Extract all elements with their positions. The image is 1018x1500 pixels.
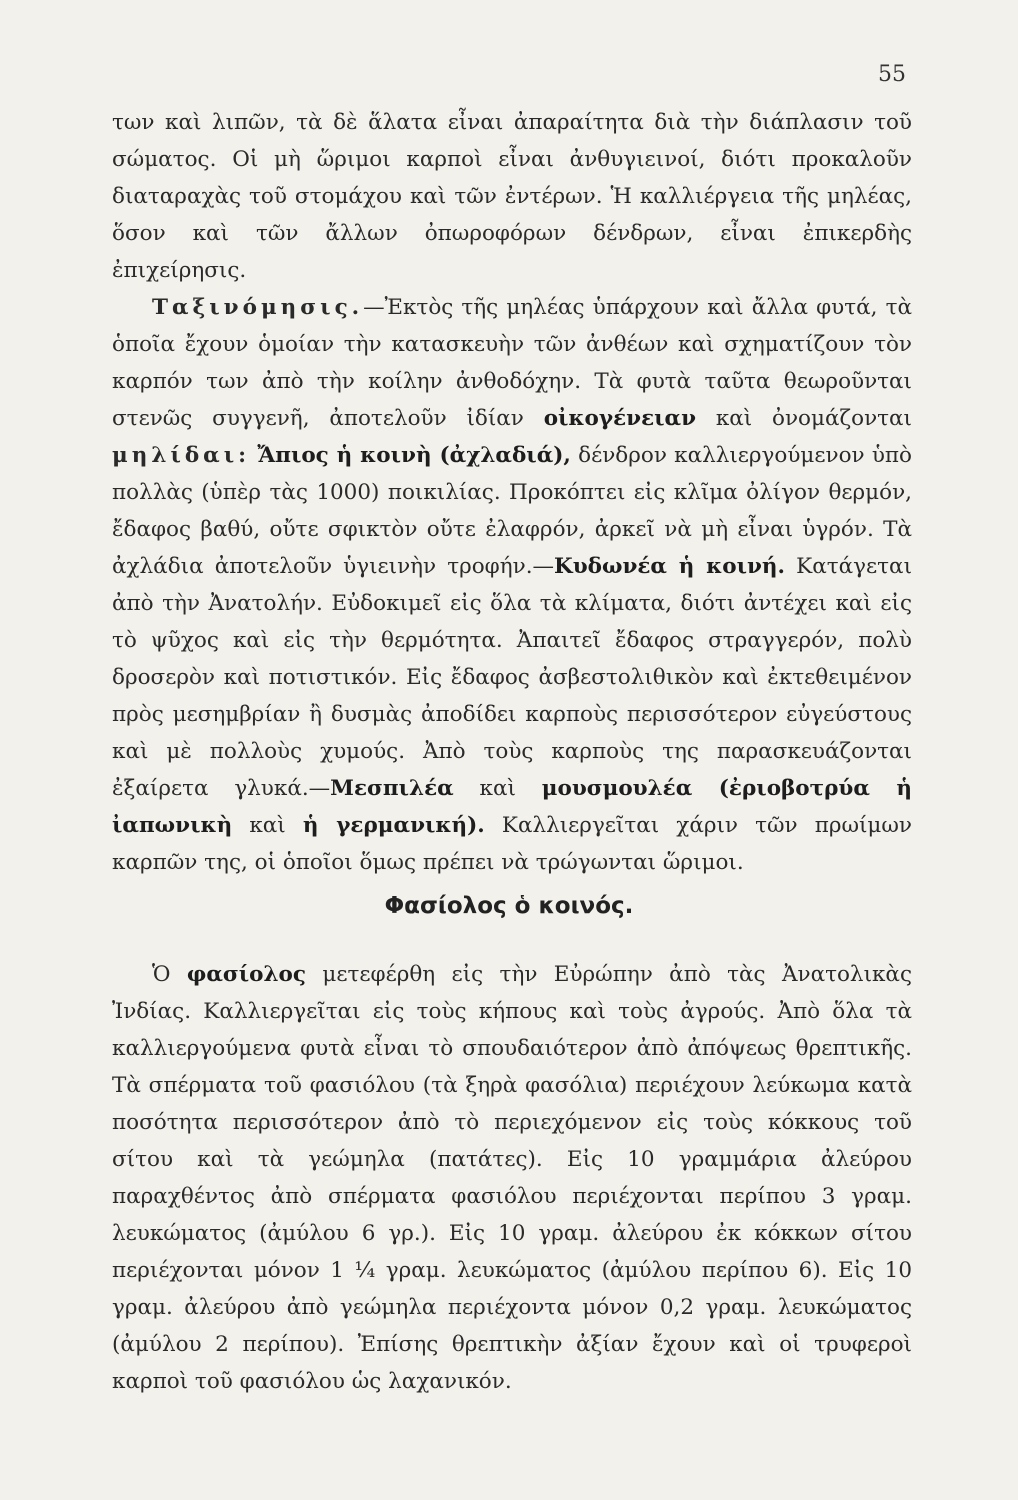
bold-term-quince: Κυδωνέα ἡ κοινή. (554, 554, 786, 579)
bold-term-loquat: μουσμουλέα (ἐριοβοτρύα ἡ ἰαπωνικὴ (112, 776, 912, 838)
text-span: δένδρον καλλιεργούμενον ὑπὸ πολλὰς (ὑπὲρ τὰς 1000) ποικιλίας. Προκόπτει εἰς κλῖμα ὀλίγον θερμόν, ἔδαφος βαθύ, οὔτε σφικτὸν οὔτε ἐλαφρόν, ἀρκεῖ νὰ μὴ εἶναι ὑγρόν. Τὰ ἀχλάδια ἀποτελοῦν ὑγιεινὴν τροφήν.— (112, 443, 912, 579)
paragraph-classification (112, 289, 912, 881)
body-text-top (112, 104, 912, 881)
text-span: μετεφέρθη εἰς τὴν Εὐρώπην ἀπὸ τὰς Ἀνατολικὰς Ἰνδίας. Καλλιεργεῖται εἰς τοὺς κήπους καὶ τοὺς ἀγρούς. Ἀπὸ ὅλα τὰ καλλιεργούμενα φυτὰ εἶναι τὸ σπουδαιότερον ἀπὸ ἀπόψεως θρεπτικῆς. Τὰ σπέρματα τοῦ φασιόλου (τὰ ξηρὰ φασόλια) περιέχουν λεύκωμα κατὰ ποσότητα περισσότερον ἀπὸ τὸ περιεχόμενον εἰς τοὺς κόκκους τοῦ σίτου καὶ τὰ γεώμηλα (πατάτες). Εἰς 10 γραμμάρια ἀλεύρου παραχθέντος ἀπὸ σπέρματα φασιόλου περιέχονται περίπου 3 γραμ. λευκώματος (ἀμύλου 6 γρ.). Εἰς 10 γραμ. ἀλεύρου ἐκ κόκκων σίτου περιέχονται μόνον 1 ¼ γραμ. λευκώματος (ἀμύλου περίπου 6). Εἰς 10 γραμ. ἀλεύρου ἀπὸ γεώμηλα περιέχοντα μόνον 0,2 γραμ. λευκώματος (ἀμύλου 2 περίπου). Ἐπίσης θρεπτικὴν ἀξίαν ἔχουν καὶ οἱ τρυφεροὶ καρποὶ τοῦ φασιόλου ὡς λαχανικόν. (112, 962, 912, 1394)
page-number: 55 (878, 62, 906, 87)
bold-term-medlar: Μεσπιλέα (330, 776, 454, 801)
paragraph-bean (112, 956, 912, 1400)
text-span: καὶ (479, 776, 516, 801)
text-span: καὶ (249, 813, 286, 838)
bold-term-german: ἡ γερμανική). (302, 813, 485, 838)
paragraph-intro: των καὶ λιπῶν, τὰ δὲ ἅλατα εἶναι ἀπαραίτητα διὰ τὴν διάπλασιν τοῦ σώματος. Οἱ μὴ ὥριμοι καρποὶ εἶναι ἀνθυγιεινοί, διότι προκαλοῦν διαταραχὰς τοῦ στομάχου καὶ τῶν ἐντέρων. Ἡ καλλιέργεια τῆς μηλέας, ὅσον καὶ τῶν ἄλλων ὀπωροφόρων δένδρων, εἶναι ἐπικερδὴς ἐπιχείρησις. (112, 110, 912, 283)
text-span: Κατάγεται ἀπὸ τὴν Ἀνατολήν. Εὐδοκιμεῖ εἰς ὅλα τὰ κλίματα, διότι ἀντέχει καὶ εἰς τὸ ψῦχος καὶ εἰς τὴν θερμότητα. Ἀπαιτεῖ ἔδαφος στραγγερόν, πολὺ δροσερὸν καὶ ποτιστικόν. Εἰς ἔδαφος ἀσβεστολιθικὸν καὶ ἐκτεθειμένον πρὸς μεσημβρίαν ἢ δυσμὰς ἀποδίδει καρποὺς περισσότερον εὐγεύστους καὶ μὲ πολλοὺς χυμούς. Ἀπὸ τοὺς καρποὺς της παρασκευάζονται ἐξαίρετα γλυκά.— (112, 554, 912, 801)
bold-term-bean: φασίολος (186, 962, 306, 987)
text-span: καὶ ὀνομάζονται (715, 406, 912, 431)
section-title: Φασίολος ὁ κοινός. (384, 893, 634, 919)
text-span: —Ἐκτὸς τῆς μηλέας ὑπάρχουν καὶ ἄλλα φυτά, τὰ ὁποῖα ἔχουν ὁμοίαν τὴν κατασκευὴν τῶν ἀνθέων καὶ σχηματίζουν τὸν καρπόν των ἀπὸ τὴν κοίλην ἀνθοδόχην. Τὰ φυτὰ ταῦτα θεωροῦνται στενῶς συγγενῆ, ἀποτελοῦν ἰδίαν (112, 295, 912, 431)
bold-term-family: οἰκογένειαν (543, 406, 697, 431)
classification-heading: Ταξινόμησις. (152, 295, 364, 320)
text-span: Ὁ (152, 962, 171, 987)
term-milidai: μηλίδαι: (112, 443, 251, 468)
bold-term-pear: Ἄπιος ἡ κοινὴ (ἀχλαδιά), (257, 443, 571, 468)
body-text-bottom (112, 956, 912, 1400)
text-span: Καλλιεργεῖται χάριν τῶν πρωίμων καρπῶν της, οἱ ὁποῖοι ὅμως πρέπει νὰ τρώγωνται ὥριμοι. (112, 813, 912, 875)
